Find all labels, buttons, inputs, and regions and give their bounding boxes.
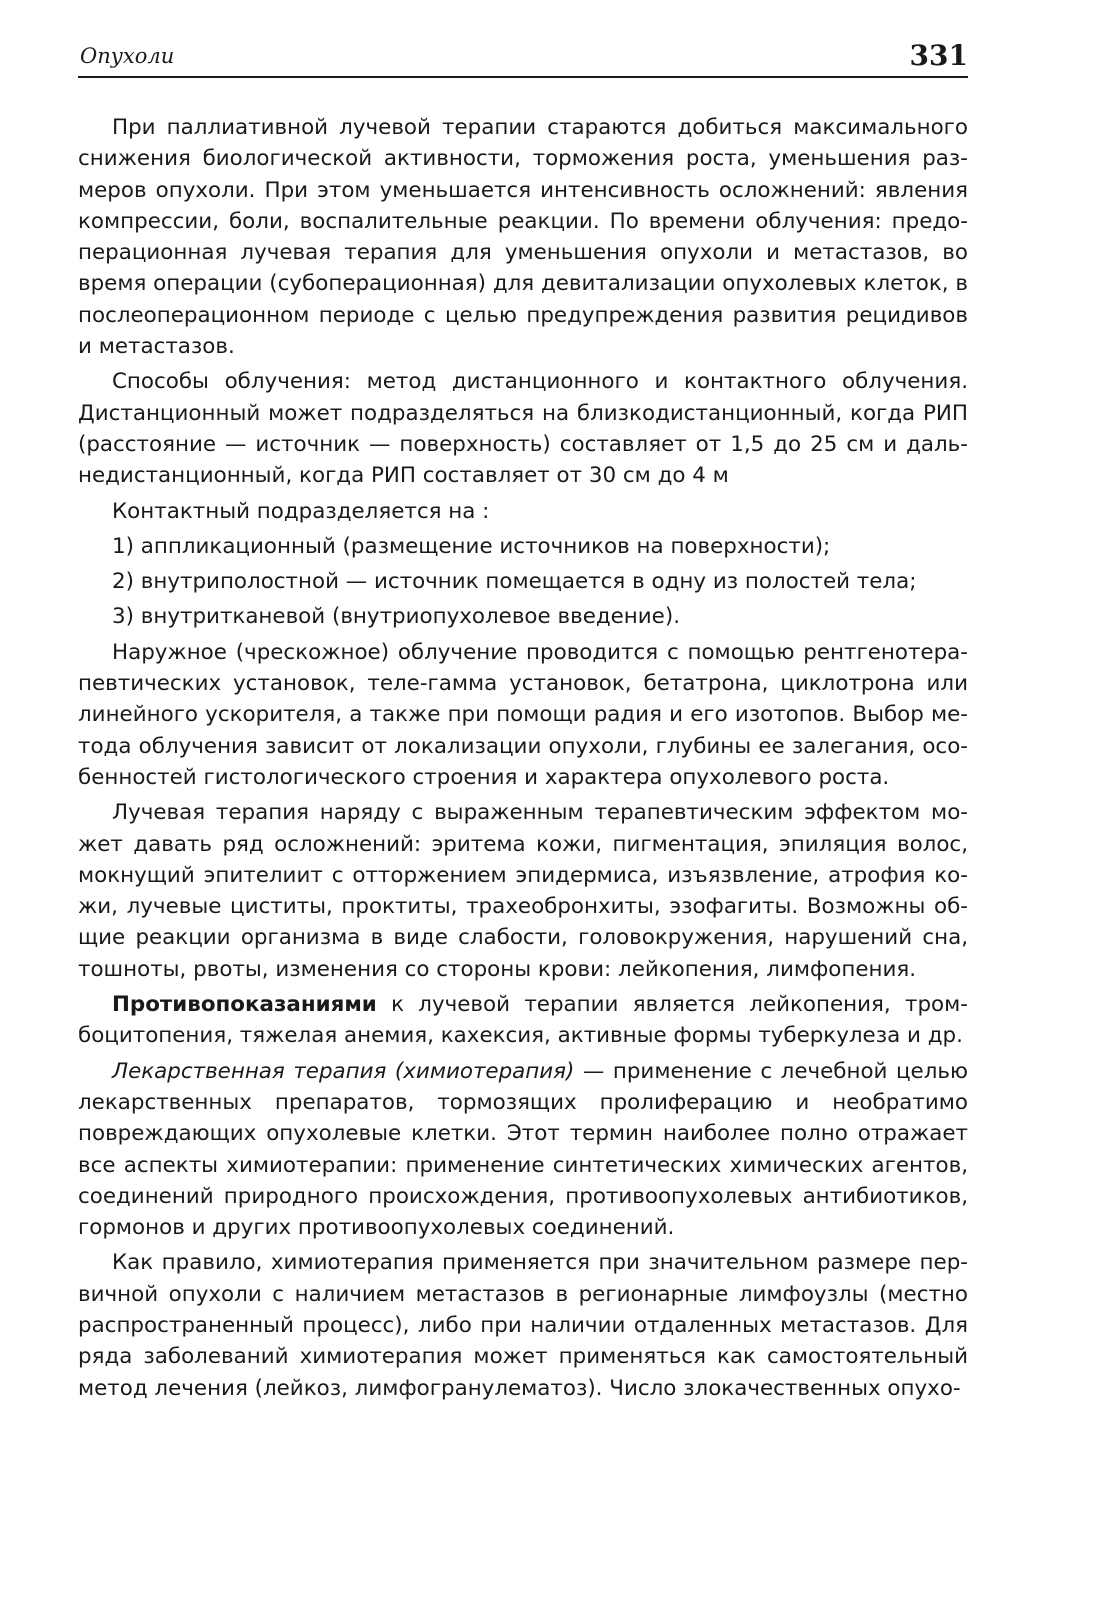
paragraph-contraindications [78, 989, 968, 1052]
book-page [78, 40, 968, 1408]
paragraph-chemotherapy [78, 1056, 968, 1244]
paragraph-complications: Лучевая терапия наряду с выраженным терапевтическим эффектом может давать ряд осложнений: эритема кожи, пигментация, эпиляция волос, мокнущий эпителиит с отторжением эпидермиса, изъязвление, атрофия кожи, лучевые циститы, проктиты, трахеобронхиты, эзофагиты. Возможны общие реакции организма в виде слабости, головокружения, нарушений сна, тошноты, рвоты, изменения со стороны крови: лейкопения, лимфопения. [78, 800, 968, 982]
section-title: Опухоли [80, 44, 175, 68]
paragraph-chemotherapy-usage: Как правило, химиотерапия применяется при значительном размере первичной опухоли с наличием метастазов в регионарные лимфоузлы (местно распространенный процесс), либо при наличии отдаленных метастазов. Для ряда заболеваний химиотерапия может применяться как самостоятельный метод лечения (лейкоз, лимфогранулематоз). Число злокачественных опухо- [78, 1250, 968, 1401]
paragraph-palliative-therapy: При паллиативной лучевой терапии стараются добиться максимального снижения биологической активности, торможения роста, уменьшения размеров опухоли. При этом уменьшается интенсивность осложнений: явления компрессии, боли, воспалительные реакции. По времени облучения: предоперационная лучевая терапия для уменьшения опухоли и метастазов, во время операции (субоперационная) для девитализации опухолевых клеток, в послеоперационном периоде с целью предупреждения развития рецидивов и метастазов. [78, 115, 968, 360]
list-item: 3) внутритканевой (внутриопухолевое введение). [112, 604, 680, 630]
chemotherapy-term: Лекарственная терапия (химиотерапия) [112, 1058, 575, 1084]
contact-intro: Контактный подразделяется на : [112, 498, 490, 524]
contraindications-text: к лучевой терапии является лейкопения, тромбоцитопения, тяжелая анемия, кахексия, активные формы туберкулеза и др. [78, 992, 968, 1049]
contraindications-term: Противопоказаниями [112, 992, 377, 1018]
paragraph-irradiation-methods: Способы облучения: метод дистанционного и контактного облучения. Дистанционный может подразделяться на близкодистанционный, когда РИП (расстояние — источник — поверхность) составляет от 1,5 до 25 см и дальнедистанционный, когда РИП составляет от 30 см до 4 м [78, 369, 968, 489]
paragraph-external-irradiation: Наружное (чрескожное) облучение проводится с помощью рентгенотерапевтических установок, теле-гамма установок, бетатрона, циклотрона или линейного ускорителя, а также при помощи радия и его изотопов. Выбор метода облучения зависит от локализации опухоли, глубины ее залегания, особенностей гистологического строения и характера опухолевого роста. [78, 639, 968, 790]
chemotherapy-text: — применение с лечебной целью лекарственных препаратов, тормозящих пролиферацию и необратимо повреждающих опухолевые клетки. Этот термин наиболее полно отражает все аспекты химиотерапии: применение синтетических химических агентов, соединений природного происхождения, противоопухолевых антибиотиков, гормонов и других противоопухолевых соединений. [78, 1058, 968, 1241]
list-item: 1) аппликационный (размещение источников на поверхности); [112, 533, 831, 559]
body-text [78, 112, 968, 1404]
list-item: 2) внутриполостной — источник помещается в одну из полостей тела; [112, 569, 917, 595]
running-header [78, 40, 968, 78]
page-number: 331 [909, 39, 968, 72]
